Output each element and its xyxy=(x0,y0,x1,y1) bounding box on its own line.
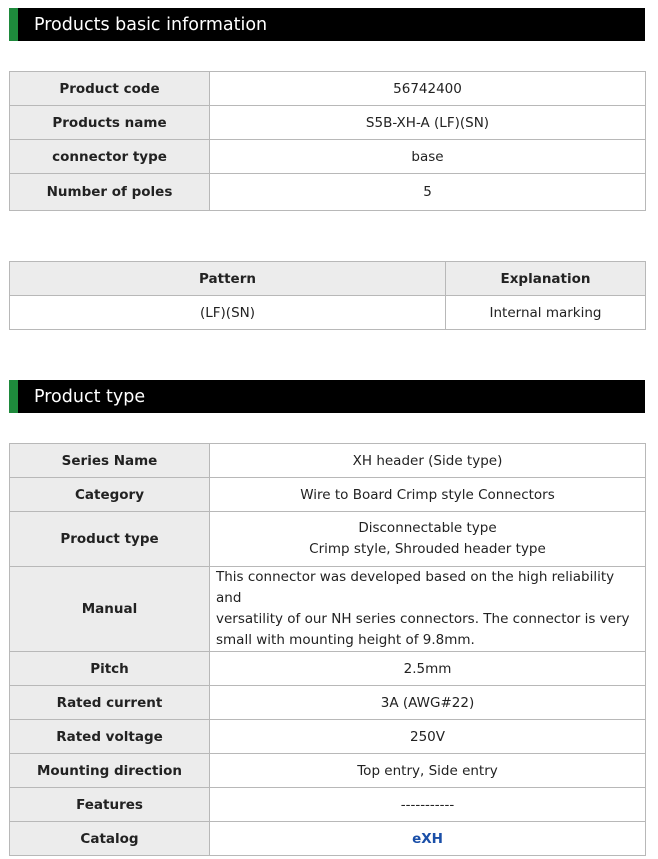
value-line: Crimp style, Shrouded header type xyxy=(309,541,546,557)
row-value: 3A (AWG#22) xyxy=(210,686,646,720)
row-label: Category xyxy=(10,478,210,512)
explanation-cell: Internal marking xyxy=(446,296,646,330)
section-header-basic xyxy=(9,8,645,41)
row-value: Wire to Board Crimp style Connectors xyxy=(210,478,646,512)
table-row xyxy=(10,106,646,140)
table-header-row xyxy=(10,262,646,296)
value-line: versatility of our NH series connectors. The connector is very xyxy=(216,611,630,627)
table-row xyxy=(10,512,646,567)
product-type-table xyxy=(9,443,646,856)
value-line: small with mounting height of 9.8mm. xyxy=(216,632,475,648)
row-value xyxy=(210,822,646,856)
row-value xyxy=(210,512,646,567)
row-value: base xyxy=(210,140,646,174)
table-row xyxy=(10,720,646,754)
accent-bar xyxy=(9,8,18,41)
value-line: Disconnectable type xyxy=(358,520,497,536)
row-value: XH header (Side type) xyxy=(210,444,646,478)
section-title: Product type xyxy=(34,387,146,407)
table-row xyxy=(10,686,646,720)
table-row xyxy=(10,822,646,856)
row-label: Manual xyxy=(10,567,210,652)
row-label: Series Name xyxy=(10,444,210,478)
table-row xyxy=(10,72,646,106)
table-row xyxy=(10,140,646,174)
row-label: Rated current xyxy=(10,686,210,720)
column-header-pattern: Pattern xyxy=(10,262,446,296)
row-label: Number of poles xyxy=(10,174,210,211)
row-label: connector type xyxy=(10,140,210,174)
table-row xyxy=(10,296,646,330)
section-title: Products basic information xyxy=(34,15,268,35)
pattern-table xyxy=(9,261,646,330)
row-value: Top entry, Side entry xyxy=(210,754,646,788)
accent-bar xyxy=(9,380,18,413)
row-label: Pitch xyxy=(10,652,210,686)
table-row xyxy=(10,444,646,478)
row-value: 2.5mm xyxy=(210,652,646,686)
row-value xyxy=(210,567,646,652)
row-label: Product type xyxy=(10,512,210,567)
table-row xyxy=(10,567,646,652)
catalog-link[interactable]: eXH xyxy=(412,830,443,847)
table-row xyxy=(10,788,646,822)
row-label: Features xyxy=(10,788,210,822)
table-row xyxy=(10,174,646,211)
row-value: S5B-XH-A (LF)(SN) xyxy=(210,106,646,140)
row-value: 5 xyxy=(210,174,646,211)
basic-info-table xyxy=(9,71,646,211)
table-row xyxy=(10,754,646,788)
row-label: Rated voltage xyxy=(10,720,210,754)
value-line: This connector was developed based on the high reliability and xyxy=(216,569,615,606)
table-row xyxy=(10,478,646,512)
row-value: 56742400 xyxy=(210,72,646,106)
section-header-type xyxy=(9,380,645,413)
table-row xyxy=(10,652,646,686)
row-label: Catalog xyxy=(10,822,210,856)
pattern-cell: (LF)(SN) xyxy=(10,296,446,330)
row-value: 250V xyxy=(210,720,646,754)
row-value: ----------- xyxy=(210,788,646,822)
column-header-explanation: Explanation xyxy=(446,262,646,296)
row-label: Mounting direction xyxy=(10,754,210,788)
row-label: Products name xyxy=(10,106,210,140)
row-label: Product code xyxy=(10,72,210,106)
